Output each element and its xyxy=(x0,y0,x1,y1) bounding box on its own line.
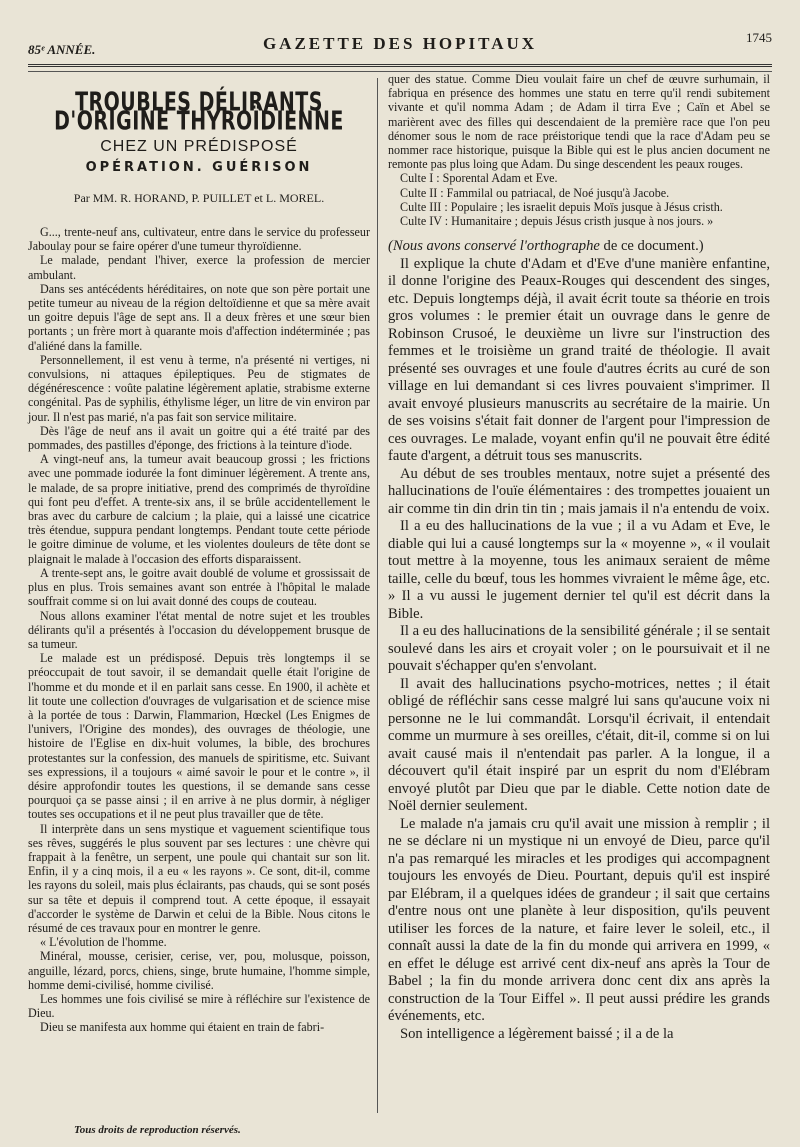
paragraph: Il a eu des hallucinations de la vue ; il a vu Adam et Eve, le diable qui lui a causé longtemps sur la « moyenne », « il voulait tout mettre à la moyenne, tous les animaux seraient de même taille, celle du bœuf, tous les hommes vivraient le même âge, etc. » Il a vu aussi le jugement dernier tel qu'il est décrit dans la Bible. xyxy=(388,518,770,622)
page-header xyxy=(28,30,772,62)
paragraph: Culte IV : Humanitaire ; depuis Jésus cristh jusque à nos jours. » xyxy=(400,214,714,229)
paragraph: Dès l'âge de neuf ans il avait un goitre qui a été traité par des pommades, des pastilles d'éponge, des frictions à la teinture d'iode. xyxy=(28,423,370,453)
paragraph: A trente-sept ans, le goitre avait doublé de volume et grossissait de plus en plus. Trois semaines avant son entrée à l'hôpital le malade souffrait comme si on lui avait donné des coups de couteau. xyxy=(28,565,370,609)
paragraph: Nous allons examiner l'état mental de notre sujet et les troubles délirants qu'il a présentés à l'occasion du développement brusque de sa tumeur. xyxy=(28,608,370,651)
paragraph: Culte II : Fammilal ou patriacal, de Noé jusqu'à Jacobe. xyxy=(400,185,670,200)
paragraph: Le malade est un prédisposé. Depuis très longtemps il se préoccupait de tout savoir, il se demandait quelle était l'origine de l'homme et du monde et il en parlait sans cesse. En 1900, il achète et lit toute une collection d'ouvrages de vulgarisation et de science mise à la portée de tous : Darwin, Flammarion, Hœckel (Les Enigmes de l'univers, l'Origine des mondes), des ouvrages de théologie, une histoire de l'Eglise en dix-huit volumes, la bible, des brochures protestantes sur la confession, des manuels de spiritisme, etc. Suivant ses expressions, il a toujours « aimé savoir le pour et le contre », il désire approfondir toutes les questions, il se demande sans cesse pourquoi ça se passe ainsi ; il en arrive à ne plus dormir, à négliger toutes ses occupations et il ne peut plus travailler que de tête. xyxy=(28,651,370,822)
journal-title: GAZETTE DES HOPITAUX xyxy=(262,34,538,53)
article-operation: OPÉRATION. GUÉRISON xyxy=(85,159,313,175)
column-divider xyxy=(377,78,378,1113)
paragraph: Le malade, pendant l'hiver, exerce la profession de mercier ambulant. xyxy=(28,253,370,282)
left-paragraphs xyxy=(28,225,370,1035)
article-title: TROUBLES DÉLIRANTS D'ORIGINE THYROÏDIENNE xyxy=(54,87,344,137)
paragraph: Il a eu des hallucinations de la sensibilité générale ; il se sentait soulevé dans les airs et croyait voler ; on le poursuivait et il ne pouvait s'échapper qu'en s'envolant. xyxy=(388,623,770,675)
paragraph: Minéral, mousse, cerisier, cerise, ver, pou, molusque, poisson, anguille, lézard, porcs, chiens, singe, brute humaine, l'homme simple, homme demi-civilisé, homme civilisé. xyxy=(28,949,370,992)
orthography-note xyxy=(388,238,770,256)
paragraph: Les hommes une fois civilisé se mire à réfléchire sur l'existence de Dieu. xyxy=(28,991,370,1021)
paragraph: Le malade n'a jamais cru qu'il avait une mission à remplir ; il ne se déclare ni un mystique ni un envoyé de Dieu, parce qu'il n'a pas remarqué les miracles et les prodiges qui accompagnent toujours les envoyés de Dieu. Pourtant, depuis qu'il est inspiré par Elébram, il a quelques idées de grandeur ; il sait que certains d'entre nous ont une planète à leur disposition, qu'ils peuvent utiliser les forces de la nature, et faire lever le soleil, etc., il connaît aussi la date de la fin du monde qui arrivera en 1999, « en effet le déluge est arrivé cent dix-neuf ans après la Tour de Babel ; la fin du monde arrivera donc cent dix ans après la construction de la Tour Eiffel ». Il peut aussi prédire les grands événements, etc. xyxy=(388,815,770,1025)
issue-number: 85ᵉ ANNÉE. xyxy=(28,42,96,57)
paragraph: Il interprète dans un sens mystique et vaguement scientifique tous ses rêves, suggérés le plus souvent par ses lectures : une chèvre qui frappait à la fenêtre, un serpent, une poule qui chantait sur son lit. Enfin, il y a cinq mois, il a eu « les rayons ». Ce sont, dit-il, comme les rayons du soleil, mais plus éclairants, pas chauds, qui se sont posés sur sa tête et depuis il comprend tout. A cette époque, il essayait d'accorder le système de Darwin et celui de la Bible. Nous citons le résumé de ces travaux pour en montrer le genre. xyxy=(28,821,370,935)
paragraph: Culte I : Sporental Adam et Eve. xyxy=(400,171,558,186)
page-number: 1745 xyxy=(746,30,772,45)
right-small-paragraphs xyxy=(388,72,770,228)
left-column xyxy=(28,80,370,1035)
orthography-note-italic: (Nous avons conservé l'orthographe xyxy=(388,238,600,255)
right-body xyxy=(388,238,770,1043)
paragraph: Dieu se manifesta aux homme qui étaient en train de fabri- xyxy=(40,1020,325,1035)
article-authors: Par MM. R. HORAND, P. PUILLET et L. MOREL. xyxy=(73,190,325,205)
paragraph: Il explique la chute d'Adam et d'Eve d'une manière enfantine, il donne l'origine des Peaux-Rouges qui descendent des singes, etc. Depuis longtemps déjà, il avait écrit toute sa théorie en trois gros volumes : le premier était un ouvrage dans le genre de Robinson Crusoé, le deuxième un livre sur l'instruction des femmes et le troisième un grand traité de théologie. Il avait présenté ses ouvrages et une foule d'autres écrits au curé de son village en lui demandant si ces livres pouvaient s'imprimer. Il avait envoyé plusieurs manuscrits au secrétaire de la mairie. Un de ses voisins s'était fait donner de l'argent pour l'impression de ces ouvrages. Le malade, voyant enfin qu'il ne pouvait être édité faute d'argent, a détruit tous ses manuscrits. xyxy=(388,255,770,465)
header-double-rule xyxy=(28,64,772,67)
paragraph: G..., trente-neuf ans, cultivateur, entre dans le service du professeur Jaboulay pour se faire opérer d'une tumeur thyroïdienne. xyxy=(28,225,370,254)
paragraph: Culte III : Populaire ; les israelit depuis Moïs jusque à Jésus cristh. xyxy=(400,199,723,214)
paragraph: Son intelligence a légèrement baissé ; il a de la xyxy=(400,1025,674,1042)
paragraph: « L'évolution de l'homme. xyxy=(40,935,167,950)
paragraph: Personnellement, il est venu à terme, n'a présenté ni vertiges, ni convulsions, ni attaques épileptiques. Peu de stigmates de dégénérescence : voûte palatine légèrement aplatie, strabisme externe congénital. Pas de syphilis, éthylisme léger, un litre de vin environ par jour. Il n'est pas marié, n'a pas fait son service militaire. xyxy=(28,352,370,424)
paragraph: Au début de ses troubles mentaux, notre sujet a présenté des hallucinations de l'ouïe élémentaires : des trompettes jouaient un air comme tin din drin tin tin ; mais jamais il n'a entendu de voix. xyxy=(388,465,770,517)
paragraph: quer des statue. Comme Dieu voulait faire un chef de œuvre surhumain, il fabriqua en présence des hommes une statu en terre qu'il rendi subitement vivante et qu'il nomma Adam ; de Adam il tirra Eve ; Caïn et Abel se marièrent avec des filles qui descendaient de la première race que l'on peu dénomer sous le nom de race préistorique tendi que la race d'Adam peu se nommer race historique, puisque la Bible qui est le plus ancien document ne remonte pas plus loing que Adam. Du singe descendent les peaux rouges. xyxy=(388,72,770,172)
article-subtitle: CHEZ UN PRÉDISPOSÉ xyxy=(100,138,298,156)
paragraph: A vingt-neuf ans, la tumeur avait beaucoup grossi ; les frictions avec une pommade iodurée la font diminuer légèrement. A trente ans, le malade, de sa propre initiative, prend des comprimés de thyroïdine qui font peu d'effet. A trente-six ans, il se brûle accidentellement le bras avec du carbure de calcium ; la plaie, qui a laissé une cicatrice très étendue, suppura pendant longtemps. Pendant toute cette période le goitre diminue de volume, et les violentes douleurs de tête dont se plaignait le malade à l'occasion des efforts disparaissent. xyxy=(28,452,370,566)
right-big-paragraphs xyxy=(388,256,770,1044)
orthography-note-rest: de ce document.) xyxy=(599,238,704,255)
paragraph: Dans ses antécédents héréditaires, on note que son père portait une petite tumeur au niveau de la région deltoïdienne et que sa mère avait un goitre depuis l'âge de sept ans. Il a deux frères et une sœur bien portants ; un frère mort à quarante mois d'affection indéterminée ; pas d'aliéné dans la famille. xyxy=(28,281,370,353)
right-column xyxy=(388,72,770,1043)
paragraph: Il avait des hallucinations psycho-motrices, nettes ; il était obligé de réfléchir sans cesse malgré lui sans qu'aucune voix ni personne ne le lui commandât. Lorsqu'il écrivait, il entendait comme un murmure à ses oreilles, c'était, dit-il, comme si on lui avait causé mais il n'entendait pas parler. A la longue, il a découvert qu'il était inspiré par un esprit du nom d'Elébram envoyé plutôt par Dieu que par le diable. Cette notion date de Noël dernier seulement. xyxy=(388,675,770,815)
footer-rights: Tous droits de reproduction réservés. xyxy=(74,1124,241,1136)
